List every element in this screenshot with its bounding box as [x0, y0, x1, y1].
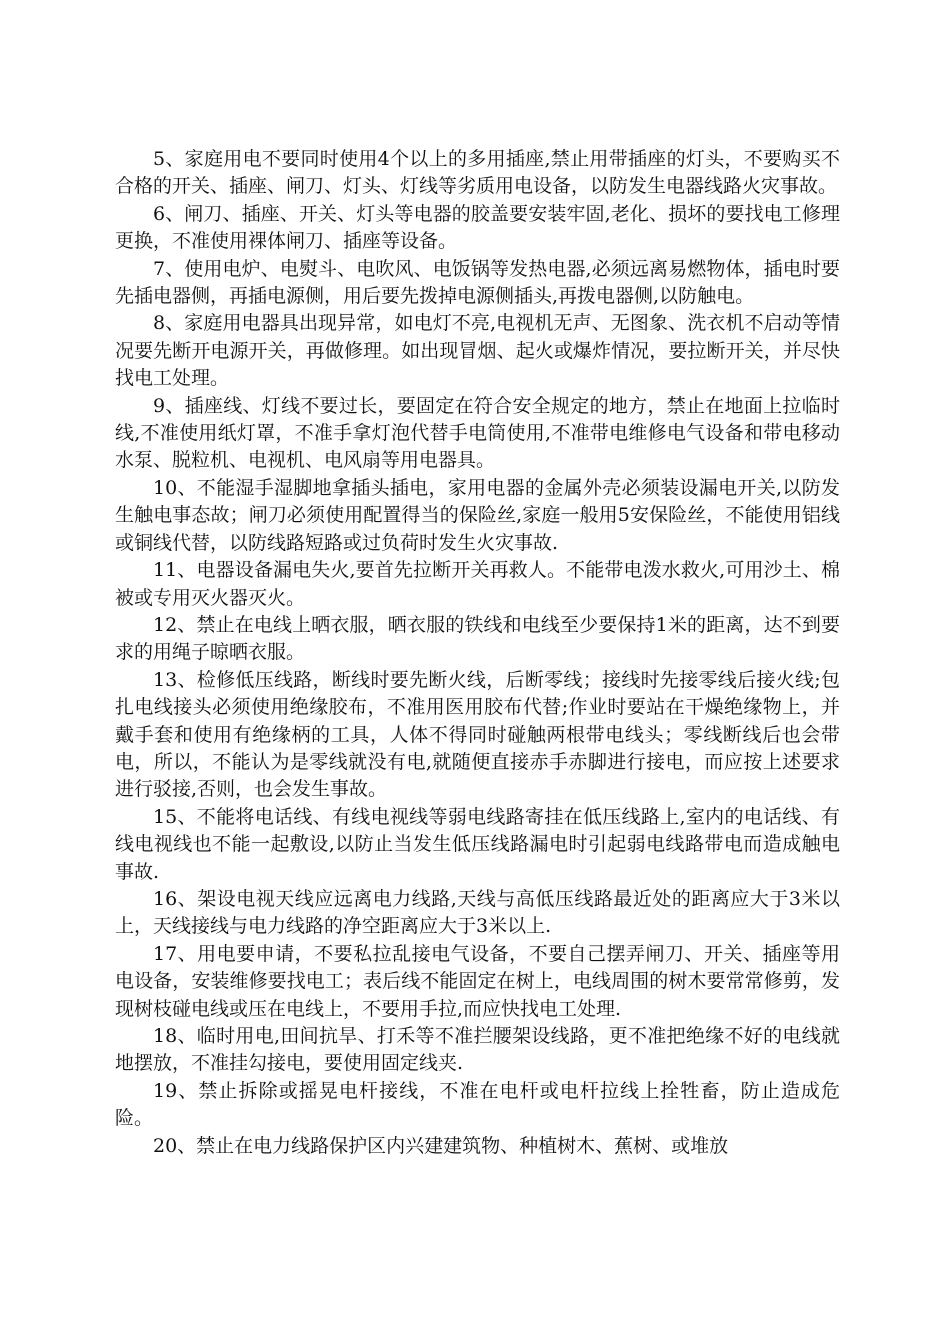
paragraph-20: 20、禁止在电力线路保护区内兴建建筑物、种植树木、蕉树、或堆放: [153, 1134, 729, 1157]
paragraph-6: 6、闸刀、插座、开关、灯头等电器的胶盖要安装牢固,老化、损坏的要找电工修理更换，不准使用裸体闸刀、插座等设备。: [115, 202, 840, 253]
paragraph-13: 13、检修低压线路，断线时要先断火线，后断零线；接线时先接零线后接火线;包扎电线接头必须使用绝缘胶布，不准用医用胶布代替;作业时要站在干燥绝缘物上，并戴手套和使用有绝缘柄的工具，人体不得同时碰触两根带电线头；零线断线后也会带电，所以，不能认为是零线就没有电,就随便直接赤手赤脚进行接电，而应按上述要求进行驳接,否则，也会发生事故。: [115, 668, 840, 801]
paragraph-11: 11、电器设备漏电失火,要首先拉断开关再救人。不能带电泼水救火,可用沙土、棉被或专用灭火器灭火。: [115, 559, 840, 609]
paragraph-18: 18、临时用电,田间抗旱、打禾等不准拦腰架设线路，更不准把绝缘不好的电线就地摆放，不准挂勾接电，要使用固定线夹.: [115, 1025, 840, 1075]
paragraph-9: 9、插座线、灯线不要过长，要固定在符合安全规定的地方，禁止在地面上拉临时线,不准使用纸灯罩，不准手拿灯泡代替手电筒使用,不准带电维修电气设备和带电移动水泵、脱粒机、电视机、电风扇等用电器具。: [115, 394, 840, 472]
document-body: [115, 146, 840, 1160]
paragraph-10: 10、不能湿手湿脚地拿插头插电，家用电器的金属外壳必须装设漏电开关,以防发生触电事态故；闸刀必须使用配置得当的保险丝,家庭一般用5安保险丝，不能使用铝线或铜线代替，以防线路短路或过负荷时发生火灾事故.: [115, 476, 840, 554]
paragraph-7: 7、使用电炉、电熨斗、电吹风、电饭锅等发热电器,必须远离易燃物体，插电时要先插电器侧，再插电源侧，用后要先拨掉电源侧插头,再拨电器侧,以防触电。: [115, 257, 840, 308]
paragraph-19: 19、禁止拆除或摇晃电杆接线，不准在电杆或电杆拉线上拴牲畜，防止造成危险。: [115, 1079, 840, 1130]
paragraph-15: 15、不能将电话线、有线电视线等弱电线路寄挂在低压线路上,室内的电话线、有线电视线也不能一起敷设,以防止当发生低压线路漏电时引起弱电线路带电而造成触电事故.: [115, 805, 840, 883]
paragraph-16: 16、架设电视天线应远离电力线路,天线与高低压线路最近处的距离应大于3米以上，天线接线与电力线路的净空距离应大于3米以上.: [115, 887, 840, 938]
paragraph-12: 12、禁止在电线上晒衣服，晒衣服的铁线和电线至少要保持1米的距离，达不到要求的用绳子晾晒衣服。: [115, 613, 840, 664]
paragraph-17: 17、用电要申请，不要私拉乱接电气设备，不要自己摆弄闸刀、开关、插座等用电设备，安装维修要找电工；表后线不能固定在树上，电线周围的树木要常常修剪，发现树枝碰电线或压在电线上，不要用手拉,而应快找电工处理.: [115, 942, 840, 1020]
paragraph-8: 8、家庭用电器具出现异常，如电灯不亮,电视机无声、无图象、洗衣机不启动等情况要先断开电源开关，再做修理。如出现冒烟、起火或爆炸情况，要拉断开关，并尽快找电工处理。: [115, 312, 840, 390]
paragraph-5: 5、家庭用电不要同时使用4个以上的多用插座,禁止用带插座的灯头，不要购买不合格的开关、插座、闸刀、灯头、灯线等劣质用电设备，以防发生电器线路火灾事故。: [115, 148, 840, 198]
